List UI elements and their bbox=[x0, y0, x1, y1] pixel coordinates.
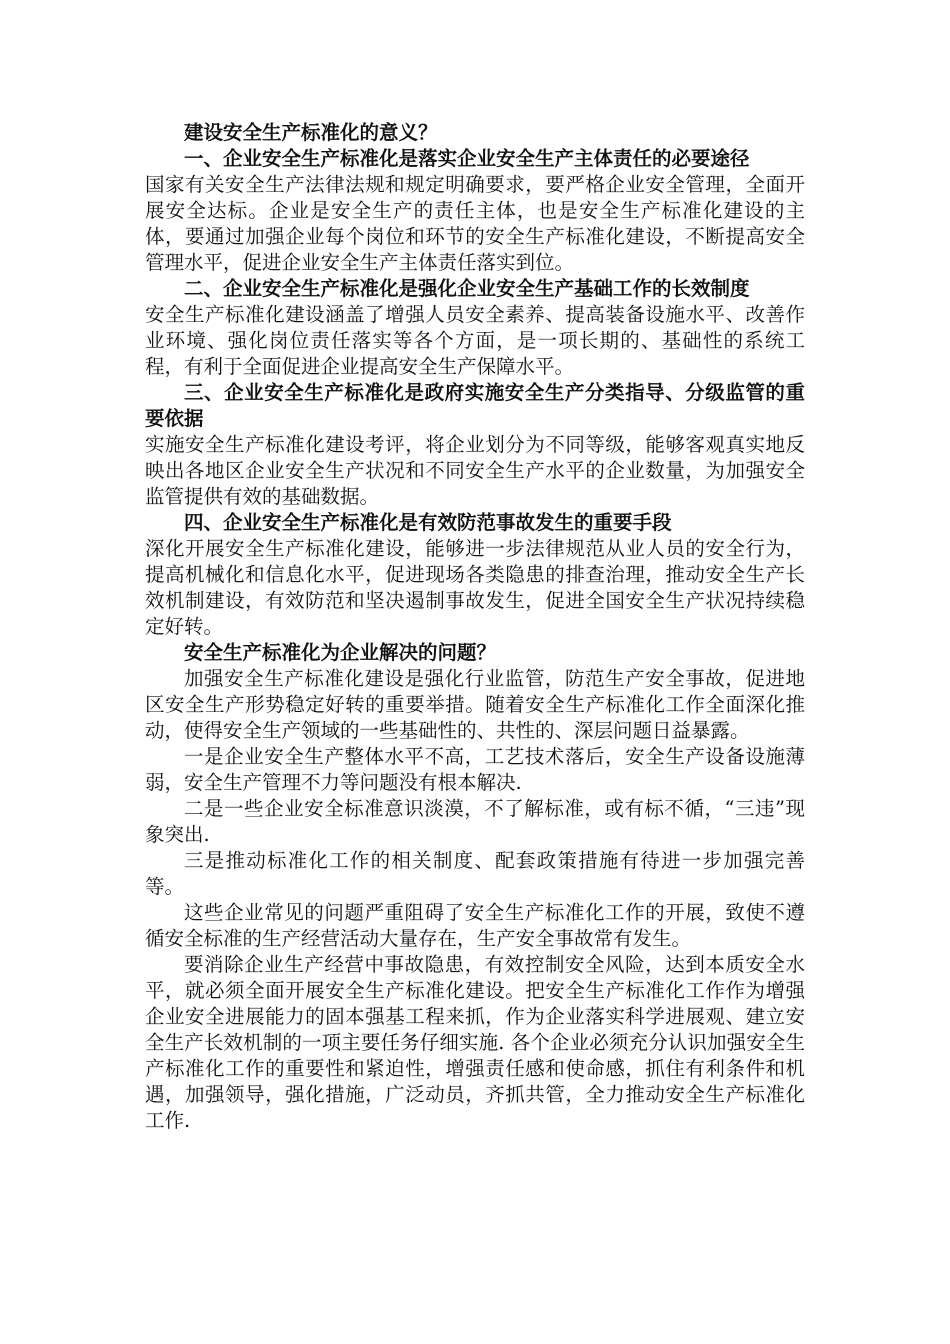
paragraph-problem-1: 一是企业安全生产整体水平不高，工艺技术落后，安全生产设备设施薄弱，安全生产管理不力等问题没有根本解决. bbox=[145, 745, 805, 794]
paragraph-conclusion: 要消除企业生产经营中事故隐患，有效控制安全风险，达到本质安全水平，就必须全面开展安全生产标准化建设。把安全生产标准化工作作为增强企业安全进展能力的固本强基工程来抓，作为企业落实科学进展观、建立安全生产长效机制的一项主要任务仔细实施. 各个企业必须充分认识加强安全生产标准化工作的重要性和紧迫性，增强责任感和使命感，抓住有利条件和机遇，加强领导，强化措施，广泛动员，齐抓共管，全力推动安全生产标准化工作. bbox=[145, 953, 805, 1132]
paragraph-problem-3: 三是推动标准化工作的相关制度、配套政策措施有待进一步加强完善等。 bbox=[145, 849, 805, 898]
heading-point-4: 四、企业安全生产标准化是有效防范事故发生的重要手段 bbox=[184, 511, 672, 534]
paragraph-point-4: 深化开展安全生产标准化建设，能够进一步法律规范从业人员的安全行为，提高机械化和信息化水平，促进现场各类隐患的排查治理，推动安全生产长效机制建设，有效防范和坚决遏制事故发生，促进全国安全生产状况持续稳定好转。 bbox=[145, 537, 805, 638]
paragraph-problems-impact: 这些企业常见的问题严重阻碍了安全生产标准化工作的开展，致使不遵循安全标准的生产经营活动大量存在，生产安全事故常有发生。 bbox=[145, 901, 805, 950]
paragraph-point-3: 实施安全生产标准化建设考评，将企业划分为不同等级，能够客观真实地反映出各地区企业安全生产状况和不同安全生产水平的企业数量，为加强安全监管提供有效的基础数据。 bbox=[145, 433, 805, 508]
heading-point-2: 二、企业安全生产标准化是强化企业安全生产基础工作的长效制度 bbox=[184, 277, 750, 300]
heading-point-1: 一、企业安全生产标准化是落实企业安全生产主体责任的必要途径 bbox=[184, 147, 750, 170]
section-title-significance: 建设安全生产标准化的意义？ bbox=[184, 121, 438, 144]
paragraph-point-2: 安全生产标准化建设涵盖了增强人员安全素养、提高装备设施水平、改善作业环境、强化岗位责任落实等各个方面，是一项长期的、基础性的系统工程，有利于全面促进企业提高安全生产保障水平。 bbox=[145, 303, 805, 378]
heading-point-3: 三、企业安全生产标准化是政府实施安全生产分类指导、分级监管的重要依据 bbox=[145, 381, 805, 430]
section-title-problems: 安全生产标准化为企业解决的问题？ bbox=[184, 641, 497, 664]
paragraph-point-1: 国家有关安全生产法律法规和规定明确要求，要严格企业安全管理，全面开展安全达标。企业是安全生产的责任主体，也是安全生产标准化建设的主体，要通过加强企业每个岗位和环节的安全生产标准化建设，不断提高安全管理水平，促进企业安全生产主体责任落实到位。 bbox=[145, 173, 805, 274]
paragraph-problems-intro: 加强安全生产标准化建设是强化行业监管，防范生产安全事故，促进地区安全生产形势稳定好转的重要举措。随着安全生产标准化工作全面深化推动，使得安全生产领域的一些基础性的、共性的、深层问题日益暴露。 bbox=[145, 667, 805, 742]
paragraph-problem-2: 二是一些企业安全标准意识淡漠，不了解标准，或有标不循，“三违”现象突出. bbox=[145, 797, 805, 846]
document-page bbox=[145, 120, 805, 1134]
